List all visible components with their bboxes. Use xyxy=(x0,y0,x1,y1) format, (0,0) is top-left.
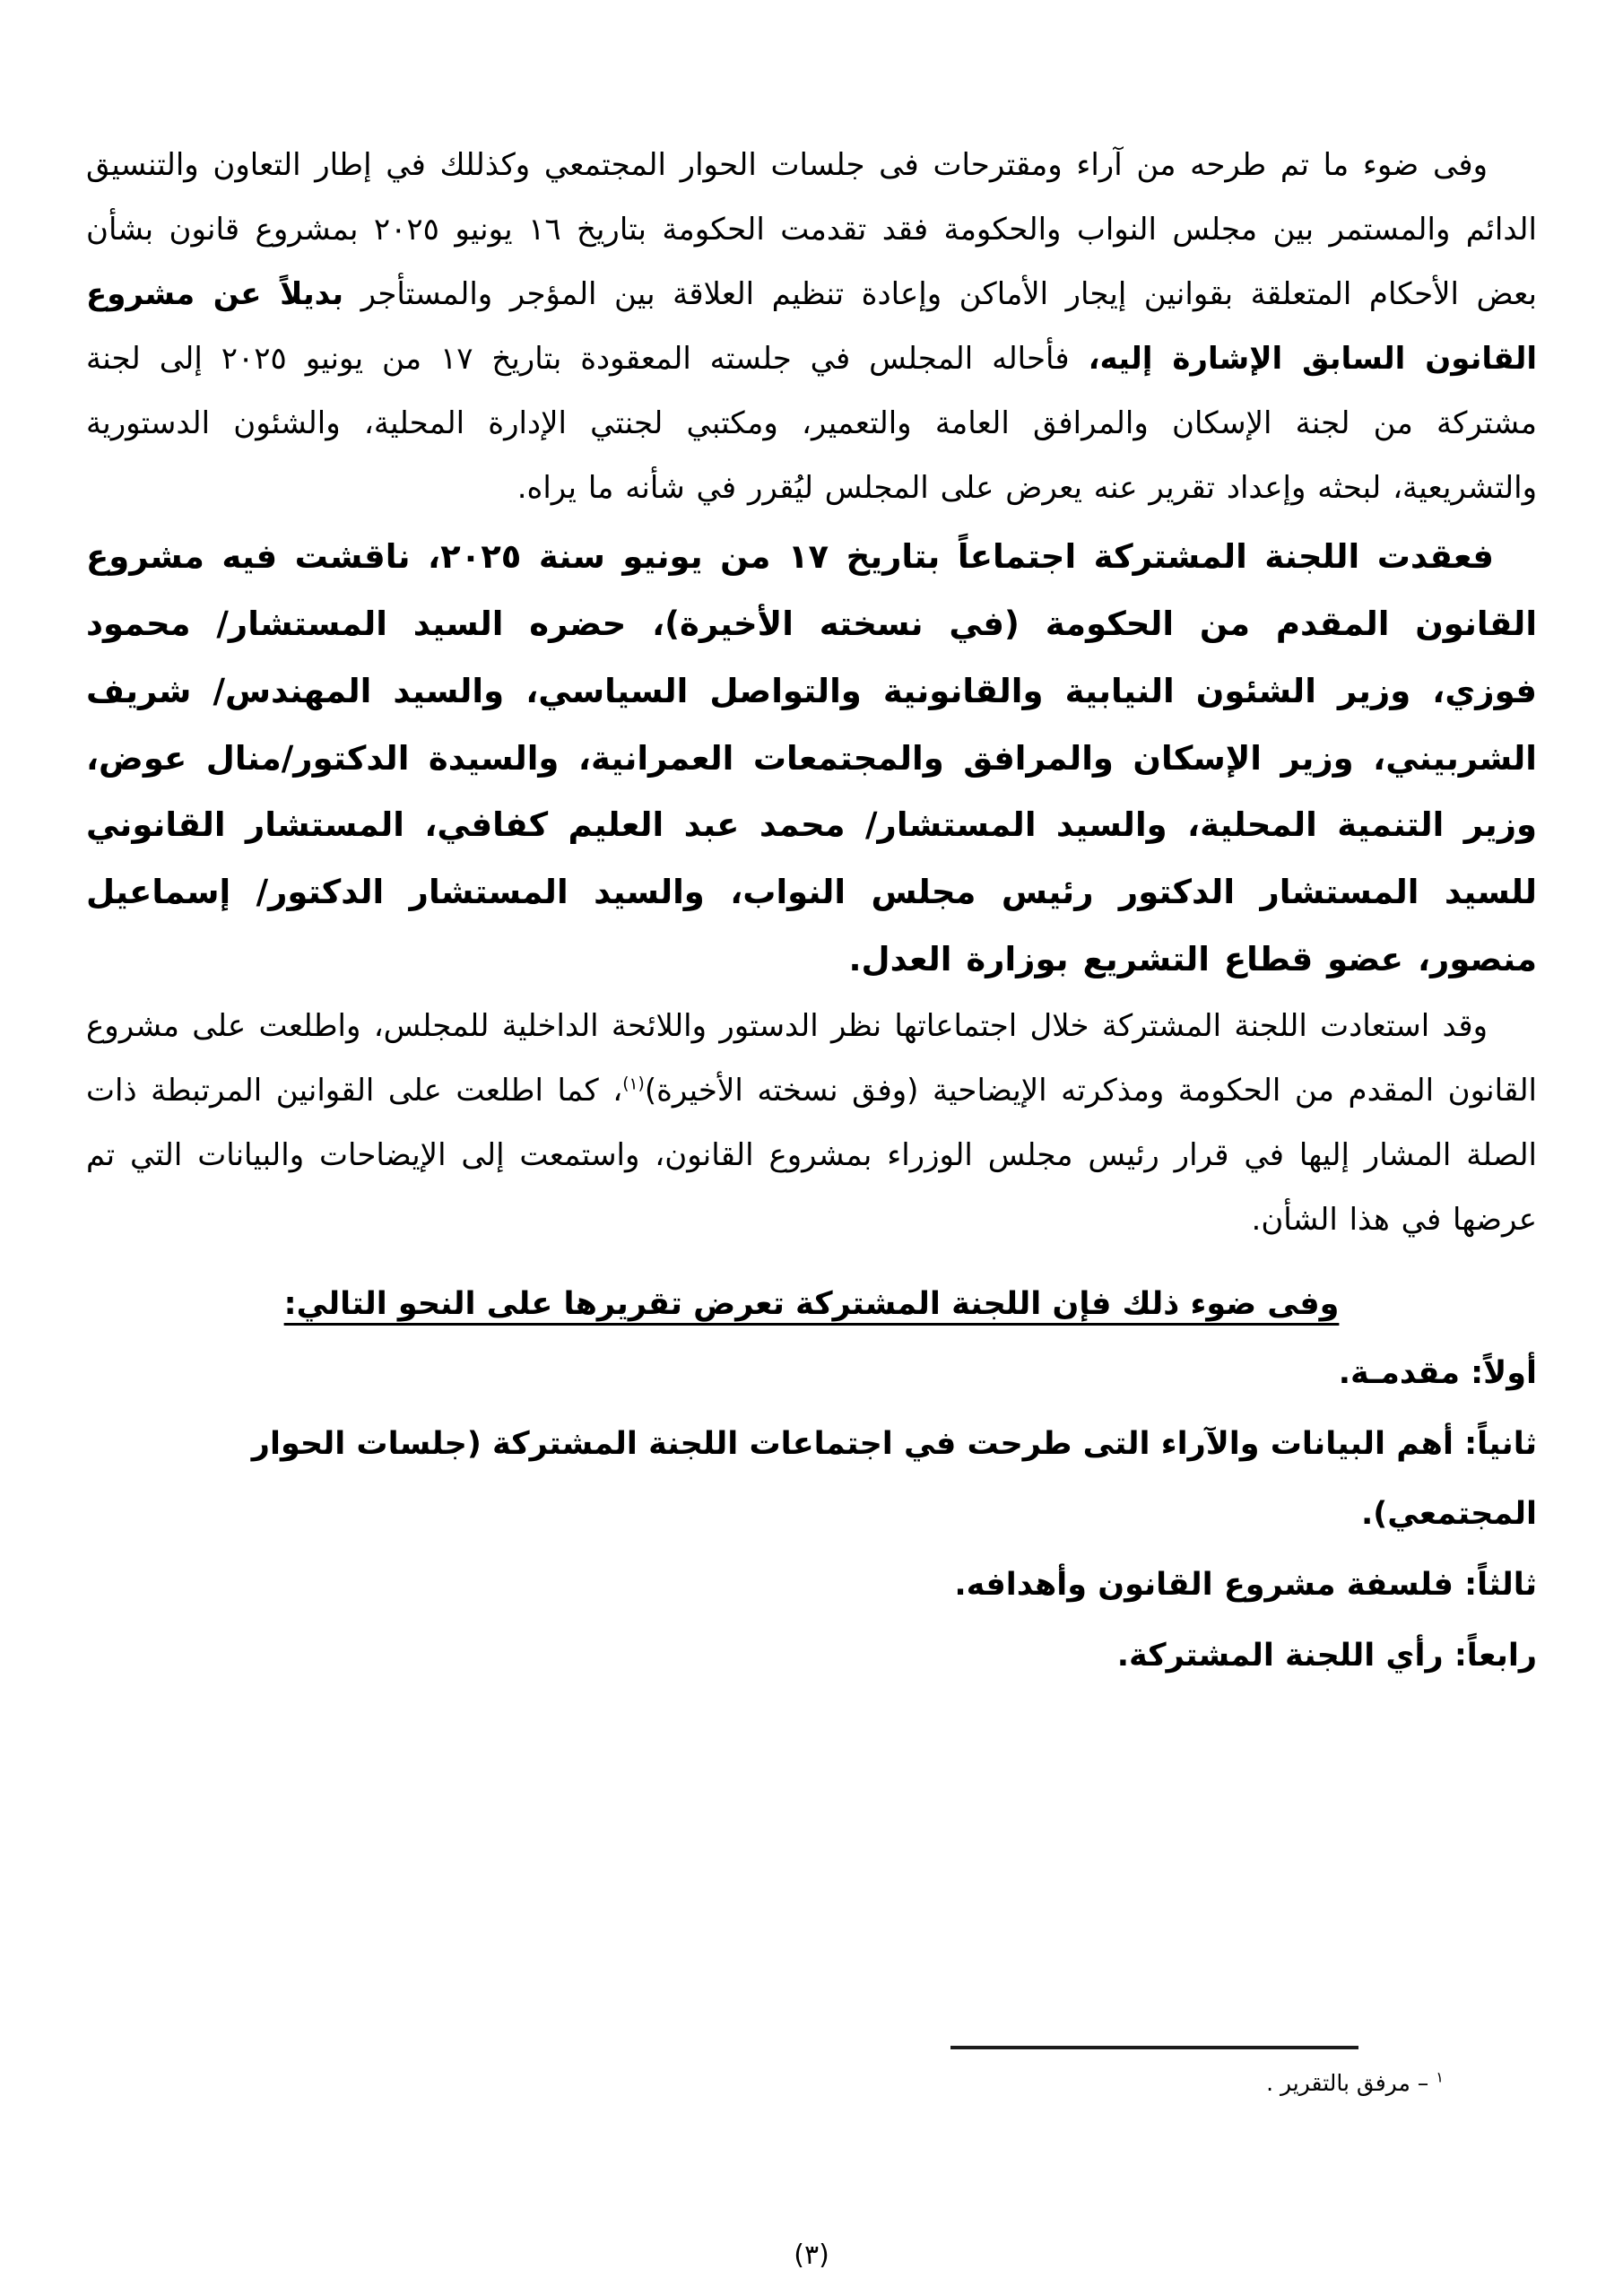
paragraph-committee-meeting xyxy=(86,524,1537,993)
document-body xyxy=(86,133,1537,1692)
paragraph-intro-text-end: فأحاله المجلس في جلسته المعقودة بتاريخ ١٧ من يونيو ٢٠٢٥ إلى لجنة مشتركة من لجنة الإسكان والمرافق العامة والتعمير، ومكتبي لجنتي الإدارة المحلية، والشئون الدستورية والتشريعية، لبحثه وإعداد تقرير عنه يعرض على المجلس ليُقرر في شأنه ما يراه. xyxy=(86,341,1537,507)
report-outline-list xyxy=(86,1338,1537,1692)
outline-item-fourth: رابعاً: رأي اللجنة المشتركة. xyxy=(1116,1637,1537,1674)
paragraph-intro-bold-emphasis: بديلاً عن مشروع القانون السابق الإشارة إليه، xyxy=(86,276,1537,378)
footnote-marker: ١ xyxy=(1436,2068,1444,2086)
paragraph-review-text-end: ، كما اطلعت على القوانين المرتبطة ذات الصلة المشار إليها في قرار رئيس مجلس الوزراء بمشروع القانون، واستمعت إلى الإيضاحات والبيانات التي تم عرضها في هذا الشأن. xyxy=(86,1072,1537,1238)
paragraph-intro-text-start: وفى ضوء ما تم طرحه من آراء ومقترحات فى جلسات الحوار المجتمعي وكذللك في إطار التعاون والتنسيق الدائم والمستمر بين مجلس النواب والحكومة فقد تقدمت الحكومة بتاريخ ١٦ يونيو ٢٠٢٥ بمشروع قانون بشأن بعض الأحكام المتعلقة بقوانين إيجار الأماكن وإعادة تنظيم العلاقة بين المؤجر والمستأجر xyxy=(86,147,1537,313)
footnote-text: – مرفق بالتقرير . xyxy=(1266,2070,1429,2096)
outline-item-second: ثانياً: أهم البيانات والآراء التى طرحت في اجتماعات اللجنة المشتركة (جلسات الحوار المجتمعي). xyxy=(251,1425,1537,1533)
page-number: (٣) xyxy=(794,2239,829,2271)
report-outline-heading: وفى ضوء ذلك فإن اللجنة المشتركة تعرض تقريرها على النحو التالي: xyxy=(283,1285,1340,1322)
outline-item-third: ثالثاً: فلسفة مشروع القانون وأهدافه. xyxy=(954,1567,1537,1604)
paragraph-intro xyxy=(86,133,1537,520)
outline-item-first: أولاً: مقدمـة. xyxy=(1338,1354,1537,1391)
paragraph-review xyxy=(86,994,1537,1252)
paragraph-review-text-start: وقد استعادت اللجنة المشتركة خلال اجتماعاتها نظر الدستور واللائحة الداخلية للمجلس، واطلعت على مشروع القانون المقدم من الحكومة ومذكرته الإيضاحية (وفق نسخته الأخيرة) xyxy=(86,1007,1538,1109)
footnote-separator-line xyxy=(950,2046,1358,2049)
footnote-reference: (١) xyxy=(622,1074,645,1094)
paragraph-committee-meeting-text: فعقدت اللجنة المشتركة اجتماعاً بتاريخ ١٧ من يونيو سنة ٢٠٢٥، ناقشت فيه مشروع القانون المقدم من الحكومة (في نسخته الأخيرة)، حضره السيد المستشار/ محمود فوزي، وزير الشئون النيابية والقانونية والتواصل السياسي، والسيد المهندس/ شريف الشربيني، وزير الإسكان والمرافق والمجتمعات العمرانية، والسيدة الدكتور/منال عوض، وزير التنمية المحلية، والسيد المستشار/ محمد عبد العليم كفافي، المستشار القانوني للسيد المستشار الدكتور رئيس مجلس النواب، والسيد المستشار الدكتور/ إسماعيل منصور، عضو قطاع التشريع بوزارة العدل. xyxy=(86,537,1537,978)
footnote xyxy=(86,2070,1444,2096)
